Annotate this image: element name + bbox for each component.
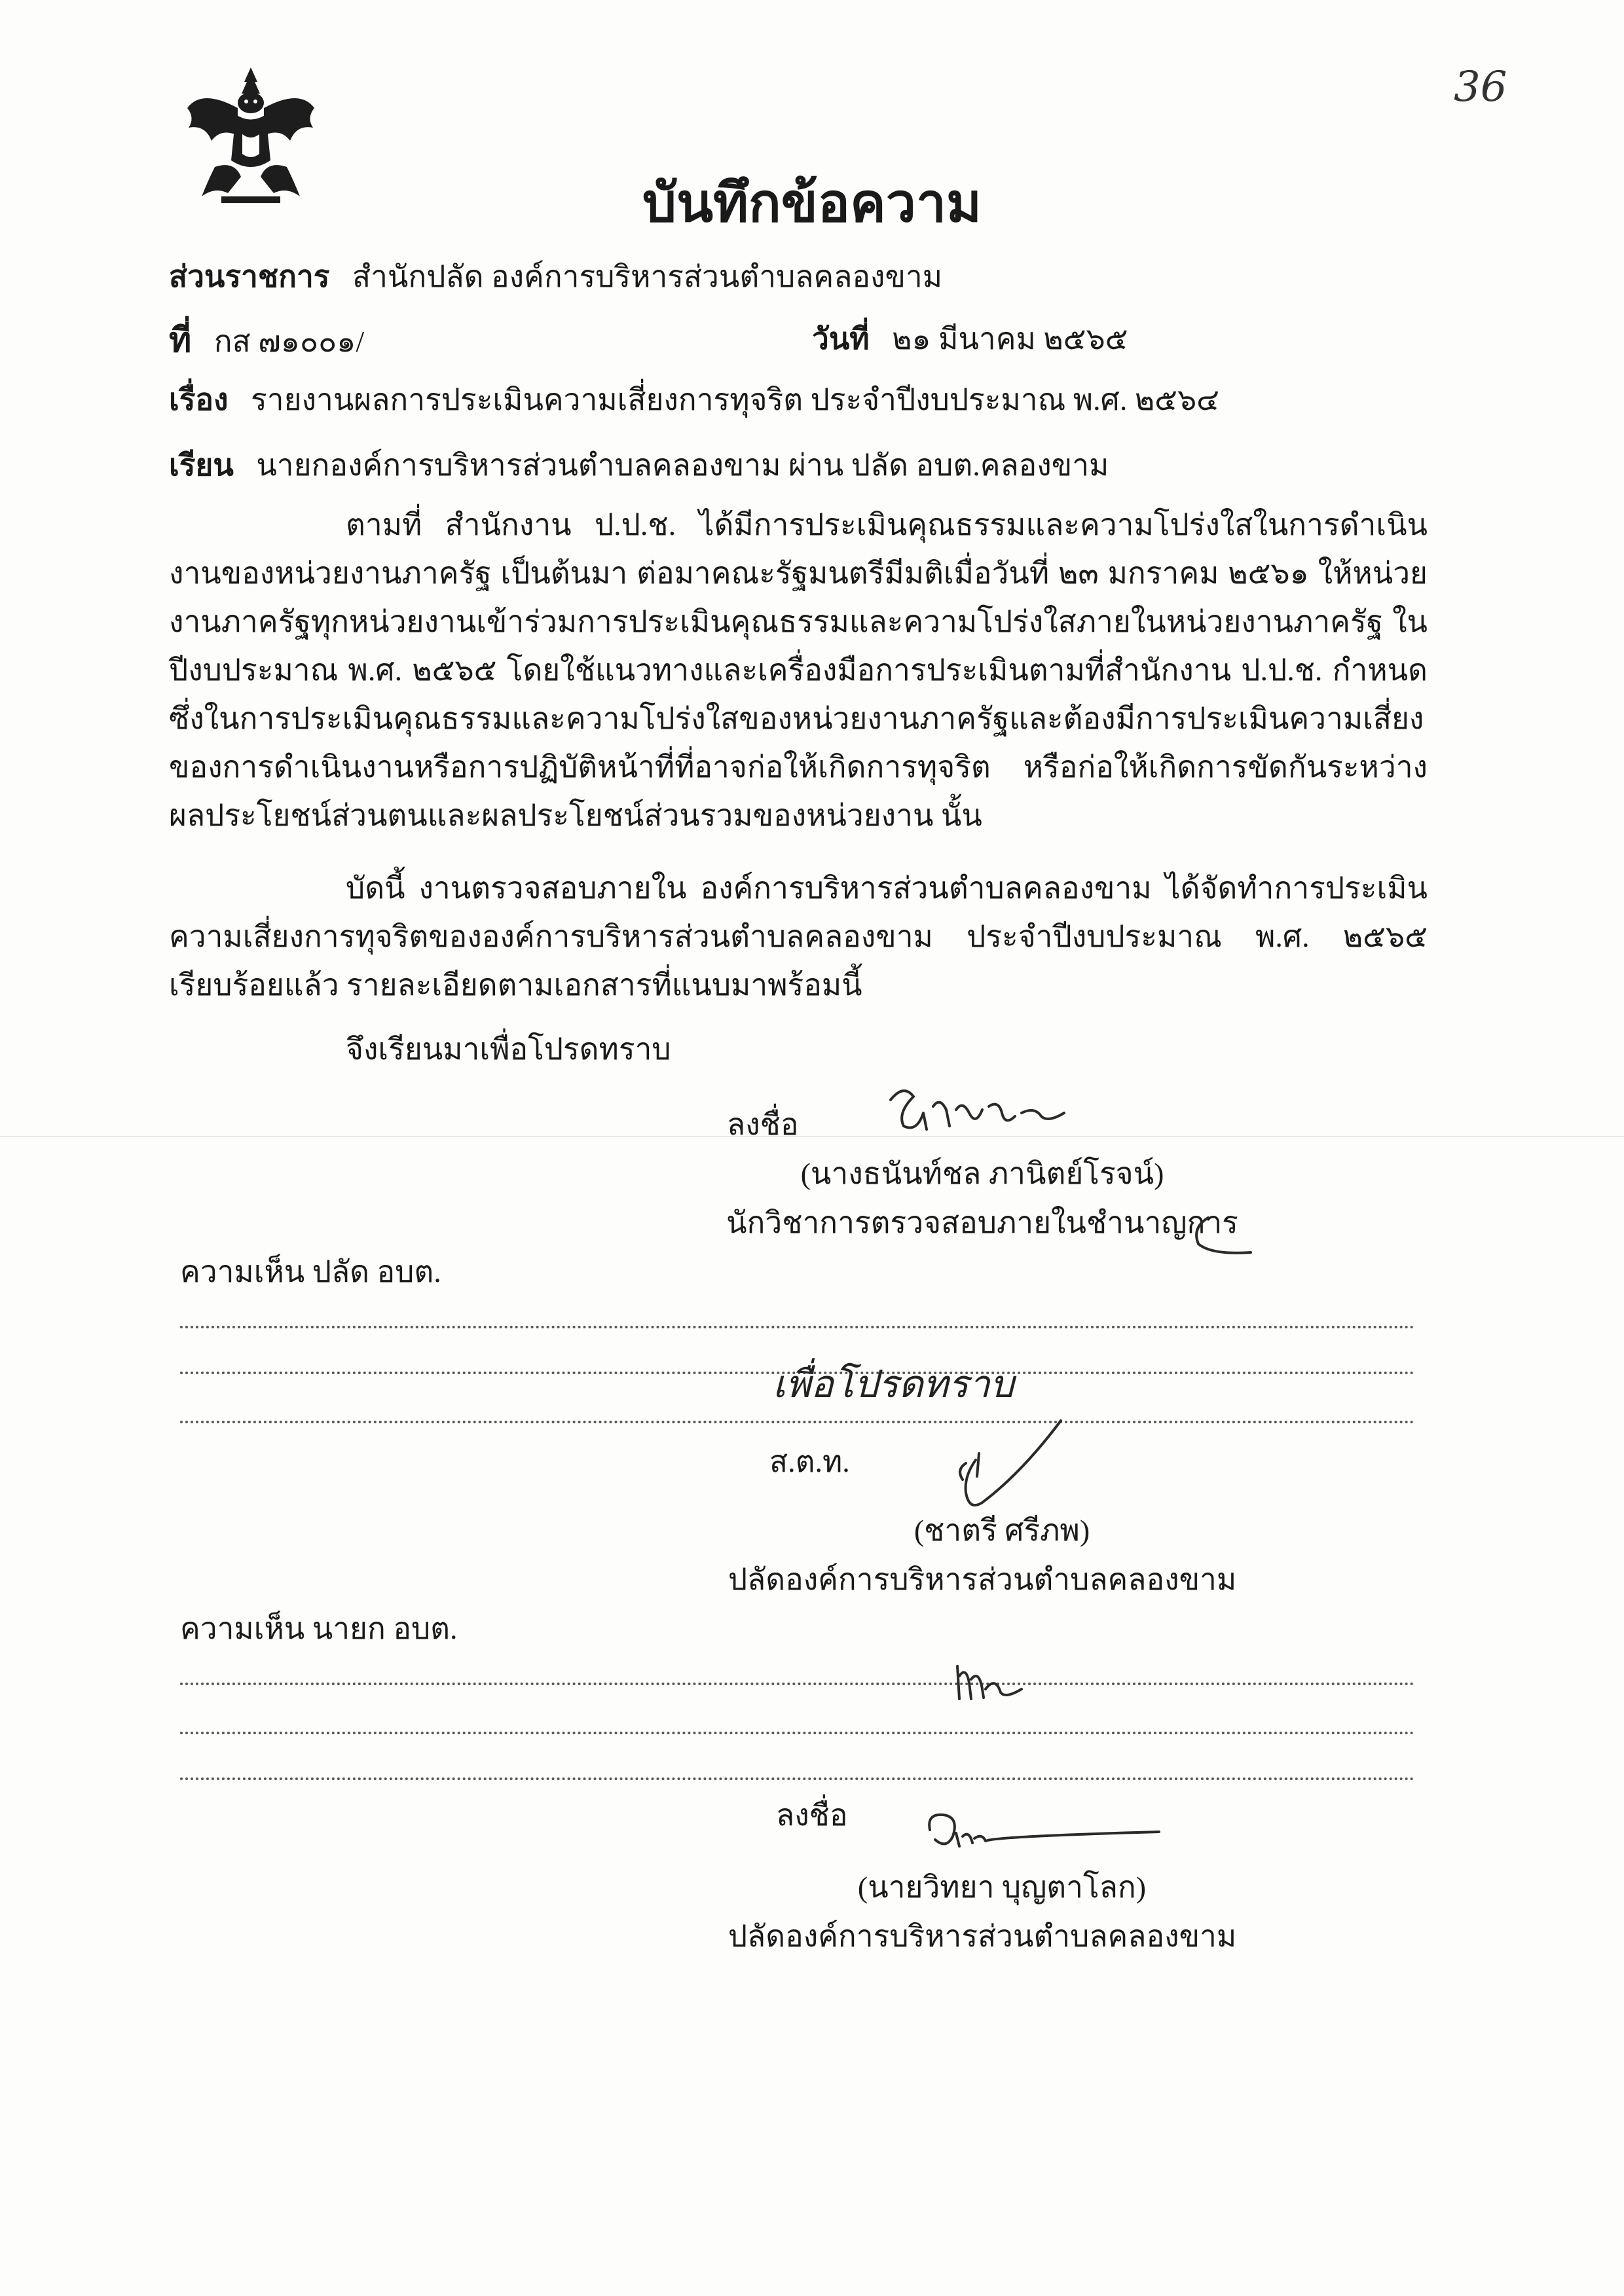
deputy-name: (ชาตรี ศรีภพ) xyxy=(913,1514,1090,1547)
signer1-sign-label: ลงชื่อ xyxy=(727,1108,799,1141)
deputy-handwritten-note: เพื่อโปรดทราบ xyxy=(773,1362,1014,1406)
agency-label: ส่วนราชการ xyxy=(169,260,330,293)
document-title: บันทึกข้อความ xyxy=(642,173,982,233)
deputy-rank-label: ส.ต.ท. xyxy=(769,1445,850,1478)
deputy-position: ปลัดองค์การบริหารส่วนตำบลคลองขาม xyxy=(728,1563,1237,1596)
ref-label: ที่ xyxy=(169,322,192,359)
deputy-signature xyxy=(904,1414,1074,1512)
mayor-opinion-line-3 xyxy=(180,1777,1414,1780)
mayor-opinion-line-2 xyxy=(180,1732,1414,1734)
mayor-position: ปลัดองค์การบริหารส่วนตำบลคลองขาม xyxy=(728,1920,1237,1953)
deputy-opinion-line-3 xyxy=(180,1421,1414,1423)
ref-row xyxy=(169,321,364,361)
signer1-position: นักวิชาการตรวจสอบภายในชำนาญการ xyxy=(726,1206,1238,1239)
pen-stroke-mark xyxy=(1185,1214,1257,1260)
to-label: เรียน xyxy=(169,448,234,482)
page-number: 36 xyxy=(1454,63,1507,111)
scan-artifact-line xyxy=(0,1136,1624,1137)
deputy-opinion-line-1 xyxy=(180,1326,1414,1328)
date-value: ๒๑ มีนาคม ๒๕๖๕ xyxy=(892,322,1128,355)
signer1-signature xyxy=(877,1080,1074,1139)
to-value: นายกองค์การบริหารส่วนตำบลคลองขาม ผ่าน ปลัด อบต.คลองขาม xyxy=(256,448,1109,482)
subject-label: เรื่อง xyxy=(169,383,229,416)
mayor-sign-label: ลงชื่อ xyxy=(776,1798,848,1832)
mayor-initial-mark xyxy=(950,1660,1028,1705)
mayor-signature xyxy=(917,1807,1166,1859)
agency-value: สำนักปลัด องค์การบริหารส่วนตำบลคลองขาม xyxy=(352,260,943,293)
to-row xyxy=(169,447,1109,483)
body-paragraph-1: ตามที่ สำนักงาน ป.ป.ช. ได้มีการประเมินคุณธรรมและความโปร่งใสในการดำเนินงานของหน่วยงานภาครัฐ เป็นต้นมา ต่อมาคณะรัฐมนตรีมีมติเมื่อวันที่ ๒๓ มกราคม ๒๕๖๑ ให้หน่วยงานภาครัฐทุกหน่วยงานเข้าร่วมการประเมินคุณธรรมและความโปร่งใสภายในหน่วยงานภาครัฐ ในปีงบประมาณ พ.ศ. ๒๕๖๕ โดยใช้แนวทางและเครื่องมือการประเมินตามที่สำนักงาน ป.ป.ช. กำหนด ซึ่งในการประเมินคุณธรรมและความโปร่งใสของหน่วยงานภาครัฐและต้องมีการประเมินความเสี่ยงของการดำเนินงานหรือการปฏิบัติหน้าที่ที่อาจก่อให้เกิดการทุจริต หรือก่อให้เกิดการขัดกันระหว่างผลประโยชน์ส่วนตนและผลประโยชน์ส่วนรวมของหน่วยงาน นั้น xyxy=(169,508,1428,832)
date-label: วันที่ xyxy=(812,322,870,355)
closing-line: จึงเรียนมาเพื่อโปรดทราบ xyxy=(346,1032,671,1066)
body-paragraph-2: บัดนี้ งานตรวจสอบภายใน องค์การบริหารส่วนตำบลคลองขาม ได้จัดทำการประเมินความเสี่ยงการทุจริตขององค์การบริหารส่วนตำบลคลองขาม ประจำปีงบประมาณ พ.ศ. ๒๕๖๕ เรียบร้อยแล้ว รายละเอียดตามเอกสารที่แนบมาพร้อมนี้ xyxy=(169,871,1428,1002)
signer1-name: (นางธนันท์ชล ภานิตย์โรจน์) xyxy=(800,1157,1164,1190)
mayor-name: (นายวิทยา บุญตาโลก) xyxy=(857,1870,1147,1904)
subject-row xyxy=(169,382,1219,418)
subject-value: รายงานผลการประเมินความเสี่ยงการทุจริต ประจำปีงบประมาณ พ.ศ. ๒๕๖๔ xyxy=(251,383,1219,416)
deputy-opinion-label: ความเห็น ปลัด อบต. xyxy=(180,1255,441,1288)
mayor-opinion-label: ความเห็น นายก อบต. xyxy=(180,1612,458,1645)
mayor-opinion-line-1 xyxy=(180,1683,1414,1685)
agency-row xyxy=(169,259,942,295)
date-row xyxy=(812,321,1128,357)
ref-value: กส ๗๑๐๐๑/ xyxy=(213,325,365,358)
